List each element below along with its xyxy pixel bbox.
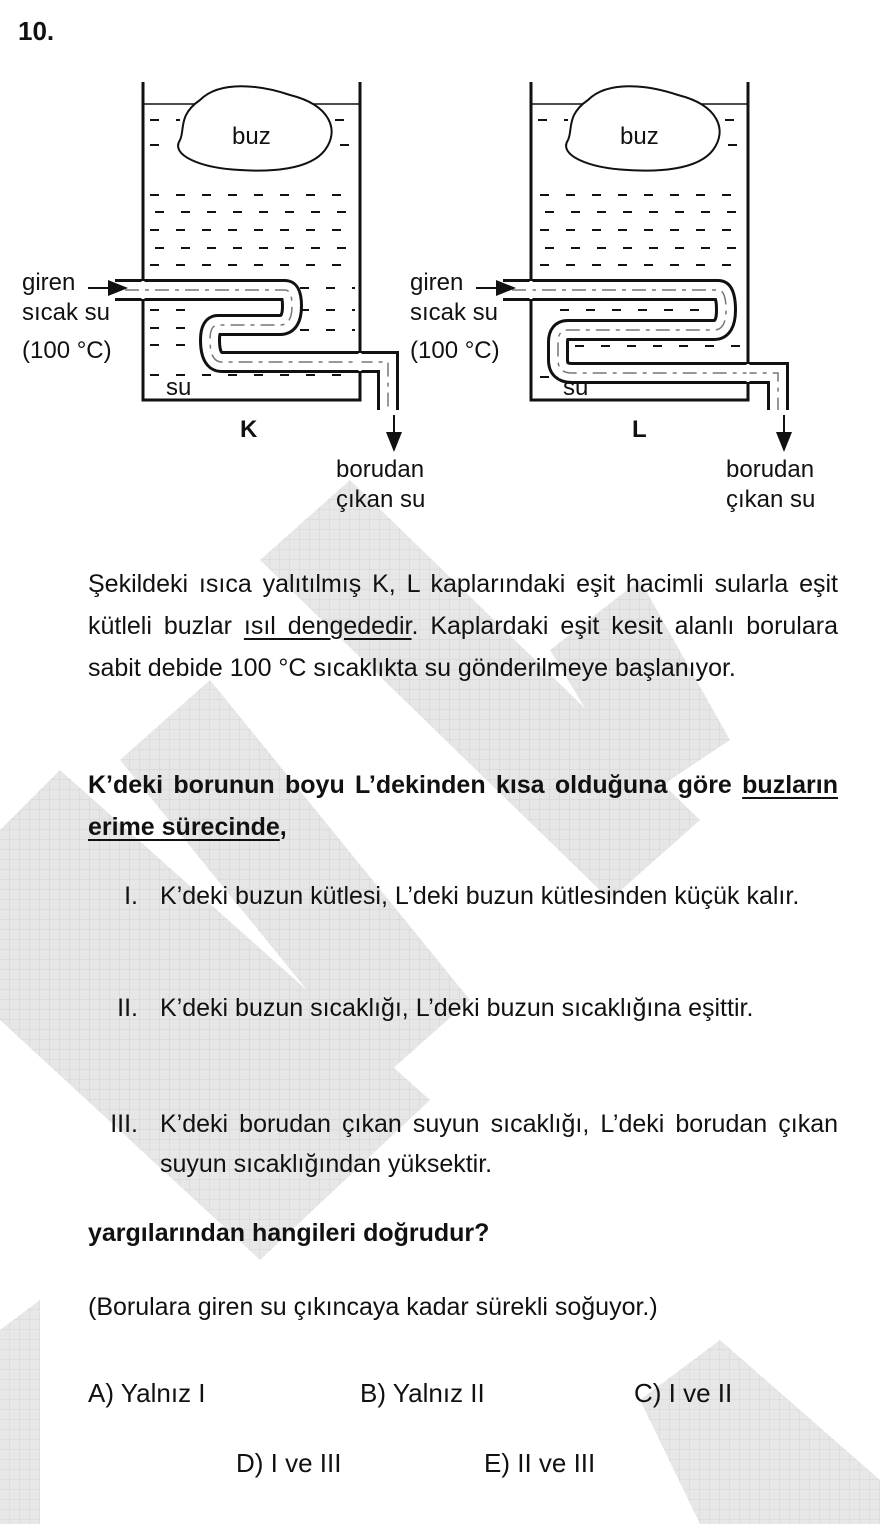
statement-3 (88, 1104, 838, 1184)
statement-number: III. (110, 1110, 138, 1138)
stem-text-2: . Kaplardaki eşit kesit alanlı borulara sabit debide 100 °C sıcaklıkta su gönderilmeye başlanıyor. (88, 612, 838, 682)
statement-number: I. (124, 882, 138, 910)
container-k-label: K (240, 416, 258, 443)
outlet-label-l-2: çıkan su (726, 486, 816, 513)
question-note: (Borulara giren su çıkıncaya kadar sürekli soğuyor.) (88, 1293, 658, 1321)
statement-text: K’deki buzun sıcaklığı, L’deki buzun sıcaklığına eşittir. (160, 994, 754, 1022)
ice-label-l: buz (620, 123, 659, 150)
question-number: 10. (18, 16, 55, 46)
question-condition (88, 764, 838, 848)
question-prompt: yargılarından hangileri doğrudur? (88, 1219, 490, 1247)
water-label-k: su (166, 374, 192, 401)
stem-underlined: ısıl dengededir (243, 612, 412, 640)
option-e[interactable]: E) II ve III (484, 1448, 596, 1478)
condition-comma: , (279, 813, 287, 841)
outlet-label-l-1: borudan (726, 456, 815, 483)
condition-text: K’deki borunun boyu L’dekinden kısa olduğuna göre (88, 771, 743, 799)
statement-1 (88, 876, 838, 916)
inlet-label-l-2: sıcak su (410, 299, 499, 326)
statement-2 (88, 988, 838, 1028)
ice-label-k: buz (232, 123, 271, 150)
stem-text: Şekildeki ısıca yalıtılmış K, L kaplarındaki eşit hacimli sularla eşit kütleli buzlar (88, 570, 838, 640)
option-d[interactable]: D) I ve III (236, 1448, 342, 1478)
statement-text: K’deki borudan çıkan suyun sıcaklığı, L’deki borudan çıkan suyun sıcaklığından yüksektir. (160, 1110, 838, 1178)
inlet-label-k-2: sıcak su (22, 299, 111, 326)
option-c[interactable]: C) I ve II (634, 1378, 733, 1408)
figure-containers (0, 70, 880, 530)
condition-underlined: buzların erime sürecinde (88, 771, 838, 841)
statement-text: K’deki buzun kütlesi, L’deki buzun kütlesinden küçük kalır. (160, 882, 800, 910)
option-a[interactable]: A) Yalnız I (88, 1378, 206, 1408)
inlet-label-l-1: giren (410, 269, 464, 296)
water-label-l: su (563, 374, 589, 401)
inlet-label-k-3: (100 °C) (22, 337, 112, 364)
option-b[interactable]: B) Yalnız II (360, 1378, 485, 1408)
outlet-label-k-2: çıkan su (336, 486, 426, 513)
container-l-label: L (632, 416, 647, 443)
inlet-label-l-3: (100 °C) (410, 337, 500, 364)
inlet-label-k-1: giren (22, 269, 76, 296)
question-stem (88, 563, 838, 689)
statement-number: II. (117, 994, 138, 1022)
outlet-label-k-1: borudan (336, 456, 425, 483)
